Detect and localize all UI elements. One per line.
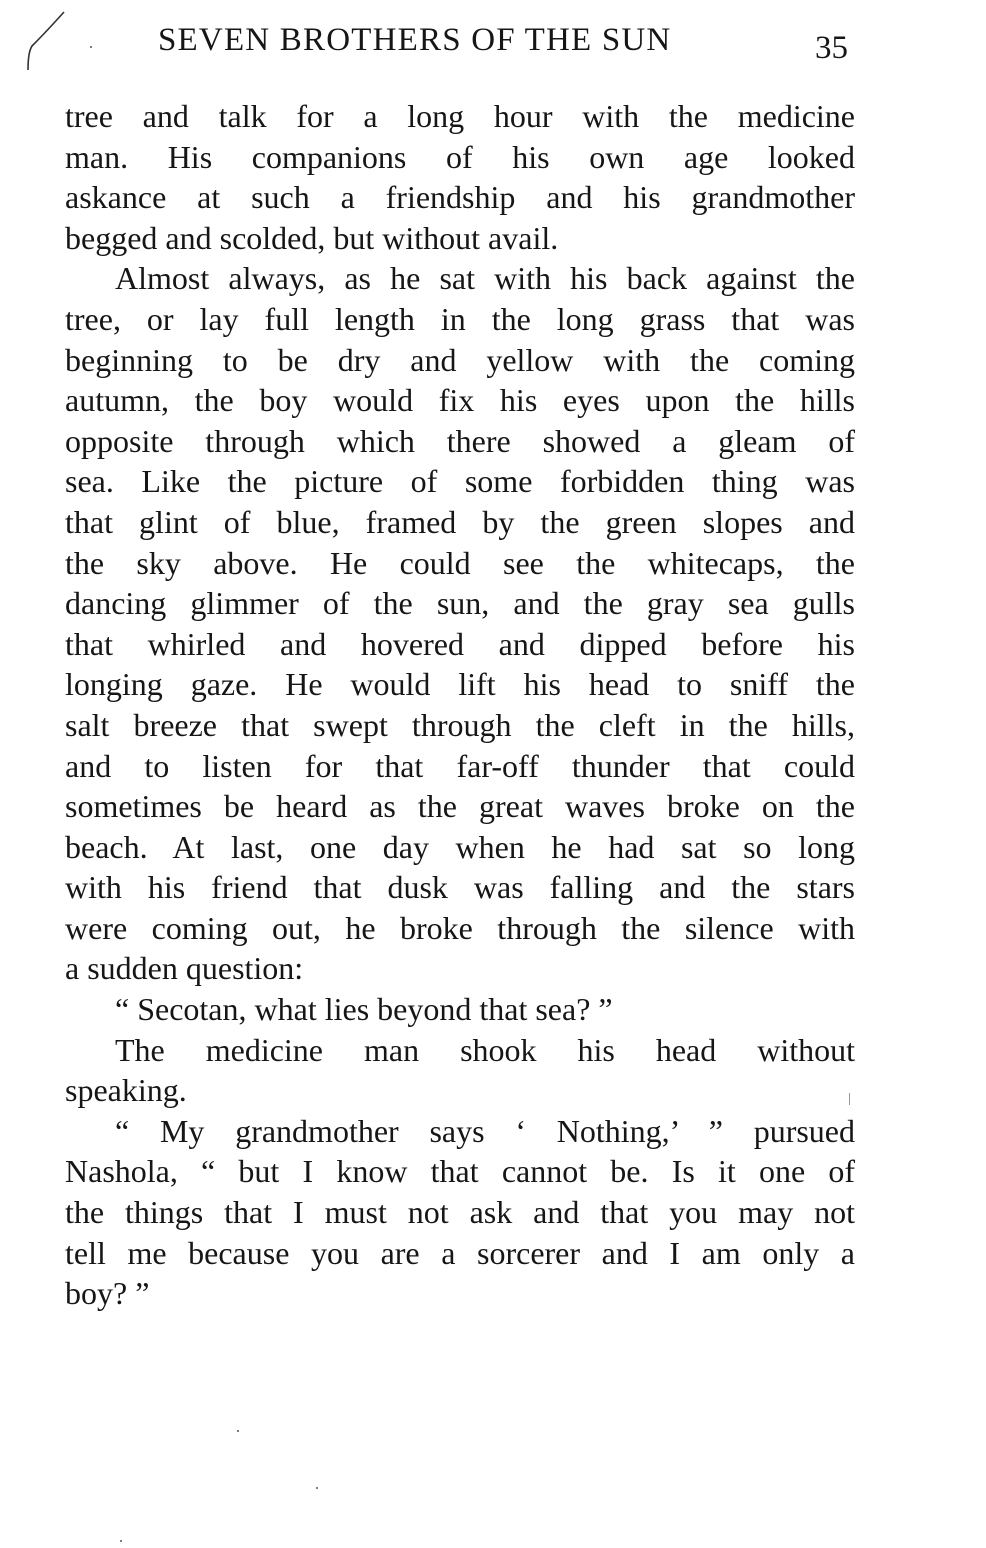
text-line: were coming out, he broke through the silence with bbox=[65, 909, 855, 946]
text-line: autumn, the boy would fix his eyes upon the hills bbox=[65, 382, 855, 419]
dust-speck bbox=[237, 1430, 239, 1432]
text-line: with his friend that dusk was falling and the stars bbox=[65, 869, 855, 906]
text-line: begged and scolded, but without avail. bbox=[65, 219, 559, 256]
body-text bbox=[65, 96, 855, 1314]
text-line: sea. Like the picture of some forbidden thing was bbox=[65, 463, 855, 500]
dust-speck bbox=[90, 46, 92, 48]
page-number: 35 bbox=[815, 30, 848, 66]
text-line: beginning to be dry and yellow with the coming bbox=[65, 341, 855, 378]
text-line: man. His companions of his own age looked bbox=[65, 138, 855, 175]
text-line: askance at such a friendship and his grandmother bbox=[65, 179, 855, 216]
text-line: that whirled and hovered and dipped before his bbox=[65, 625, 855, 662]
text-line: and to listen for that far-off thunder that could bbox=[65, 747, 855, 784]
text-line: the things that I must not ask and that you may not bbox=[65, 1194, 855, 1231]
running-head bbox=[0, 18, 986, 66]
text-line: longing gaze. He would lift his head to sniff the bbox=[65, 666, 855, 703]
text-line: tell me because you are a sorcerer and I am only a bbox=[65, 1234, 855, 1271]
text-line: tree, or lay full length in the long grass that was bbox=[65, 300, 855, 337]
text-line: speaking. bbox=[65, 1072, 187, 1109]
dust-speck bbox=[120, 1540, 122, 1542]
text-line: tree and talk for a long hour with the medicine bbox=[65, 98, 855, 134]
text-line: the sky above. He could see the whitecaps, the bbox=[65, 544, 855, 581]
text-line: that glint of blue, framed by the green slopes and bbox=[65, 503, 855, 540]
text-line: The medicine man shook his head without bbox=[115, 1031, 855, 1068]
text-line: “ My grandmother says ‘ Nothing,’ ” pursued bbox=[115, 1112, 855, 1149]
text-line: boy? ” bbox=[65, 1275, 150, 1312]
text-line: sometimes be heard as the great waves broke on the bbox=[65, 788, 855, 825]
running-title: SEVEN BROTHERS OF THE SUN bbox=[158, 22, 672, 58]
text-line: salt breeze that swept through the cleft in the hills, bbox=[65, 706, 855, 743]
text-line: “ Secotan, what lies beyond that sea? ” bbox=[115, 991, 613, 1028]
dust-speck bbox=[849, 1093, 850, 1105]
text-line: beach. At last, one day when he had sat so long bbox=[65, 828, 855, 865]
text-line: Almost always, as he sat with his back against the bbox=[115, 260, 855, 297]
text-line: Nashola, “ but I know that cannot be. Is it one of bbox=[65, 1153, 855, 1190]
text-line: dancing glimmer of the sun, and the gray sea gulls bbox=[65, 585, 855, 622]
dust-speck bbox=[316, 1487, 318, 1489]
text-line: opposite through which there showed a gleam of bbox=[65, 422, 855, 459]
text-line: a sudden question: bbox=[65, 950, 304, 987]
